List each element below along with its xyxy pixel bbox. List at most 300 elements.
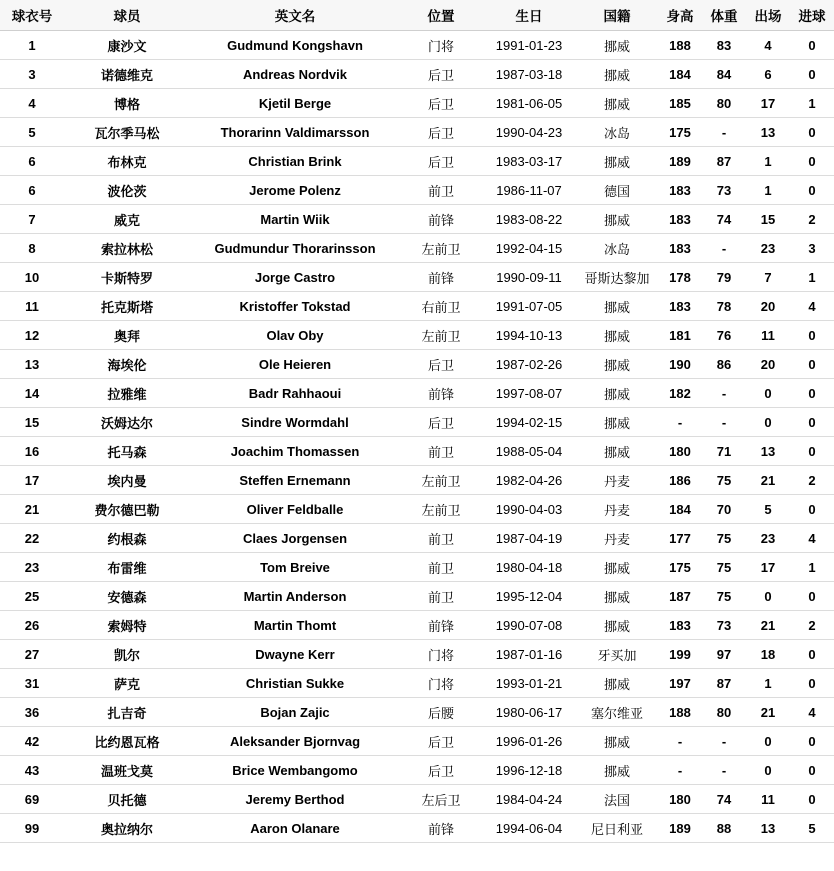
cell-english-name: Olav Oby [190,321,400,350]
cell-english-name: Jorge Castro [190,263,400,292]
table-row [0,785,834,814]
cell-position: 左前卫 [400,321,482,350]
cell-appearances: 7 [746,263,790,292]
cell-nationality: 挪威 [576,89,658,118]
cell-nationality: 德国 [576,176,658,205]
cell-position: 左后卫 [400,785,482,814]
cell-goals: 5 [790,814,834,843]
table-row [0,263,834,292]
table-row [0,698,834,727]
column-header-nationality: 国籍 [576,0,658,31]
cell-nationality: 挪威 [576,553,658,582]
cell-birthday: 1987-02-26 [482,350,576,379]
cell-appearances: 18 [746,640,790,669]
cell-player-name: 卡斯特罗 [64,263,190,292]
table-row [0,234,834,263]
cell-goals: 0 [790,408,834,437]
cell-position: 右前卫 [400,292,482,321]
cell-birthday: 1980-06-17 [482,698,576,727]
cell-player-name: 海埃伦 [64,350,190,379]
cell-number: 99 [0,814,64,843]
cell-player-name: 托克斯塔 [64,292,190,321]
cell-weight: 79 [702,263,746,292]
cell-height: 183 [658,611,702,640]
cell-height: 184 [658,60,702,89]
cell-weight: 86 [702,350,746,379]
cell-appearances: 0 [746,408,790,437]
cell-height: 188 [658,698,702,727]
table-row [0,321,834,350]
cell-nationality: 塞尔维亚 [576,698,658,727]
cell-position: 左前卫 [400,234,482,263]
cell-english-name: Aaron Olanare [190,814,400,843]
cell-nationality: 丹麦 [576,524,658,553]
cell-nationality: 冰岛 [576,234,658,263]
cell-number: 27 [0,640,64,669]
cell-number: 13 [0,350,64,379]
cell-goals: 0 [790,147,834,176]
cell-position: 门将 [400,669,482,698]
cell-appearances: 0 [746,756,790,785]
cell-player-name: 布林克 [64,147,190,176]
cell-nationality: 丹麦 [576,495,658,524]
cell-nationality: 法国 [576,785,658,814]
cell-position: 后卫 [400,147,482,176]
cell-english-name: Andreas Nordvik [190,60,400,89]
column-header-height: 身高 [658,0,702,31]
table-row [0,176,834,205]
column-header-english-name: 英文名 [190,0,400,31]
cell-weight: 97 [702,640,746,669]
cell-english-name: Jerome Polenz [190,176,400,205]
cell-number: 21 [0,495,64,524]
cell-weight: 80 [702,698,746,727]
cell-english-name: Claes Jorgensen [190,524,400,553]
column-header-goals: 进球 [790,0,834,31]
cell-appearances: 4 [746,31,790,60]
cell-number: 22 [0,524,64,553]
cell-appearances: 17 [746,89,790,118]
cell-goals: 1 [790,553,834,582]
table-row [0,379,834,408]
table-row [0,727,834,756]
cell-goals: 0 [790,727,834,756]
cell-nationality: 挪威 [576,611,658,640]
table-row [0,408,834,437]
cell-goals: 0 [790,756,834,785]
cell-appearances: 6 [746,60,790,89]
cell-position: 前锋 [400,263,482,292]
column-header-appearances: 出场 [746,0,790,31]
cell-birthday: 1992-04-15 [482,234,576,263]
cell-height: 188 [658,31,702,60]
cell-height: - [658,408,702,437]
cell-birthday: 1993-01-21 [482,669,576,698]
cell-birthday: 1996-01-26 [482,727,576,756]
cell-height: 180 [658,785,702,814]
cell-birthday: 1990-07-08 [482,611,576,640]
cell-position: 门将 [400,31,482,60]
cell-goals: 0 [790,31,834,60]
cell-height: 178 [658,263,702,292]
table-row [0,524,834,553]
cell-weight: 84 [702,60,746,89]
cell-birthday: 1982-04-26 [482,466,576,495]
cell-nationality: 挪威 [576,147,658,176]
cell-weight: - [702,118,746,147]
cell-goals: 1 [790,263,834,292]
cell-weight: 71 [702,437,746,466]
cell-number: 69 [0,785,64,814]
cell-number: 6 [0,176,64,205]
cell-position: 后腰 [400,698,482,727]
cell-position: 后卫 [400,408,482,437]
cell-english-name: Oliver Feldballe [190,495,400,524]
cell-number: 23 [0,553,64,582]
cell-goals: 3 [790,234,834,263]
cell-number: 31 [0,669,64,698]
cell-appearances: 13 [746,814,790,843]
cell-appearances: 0 [746,582,790,611]
cell-goals: 4 [790,698,834,727]
cell-number: 36 [0,698,64,727]
cell-appearances: 1 [746,669,790,698]
cell-nationality: 牙买加 [576,640,658,669]
cell-player-name: 威克 [64,205,190,234]
cell-player-name: 拉雅维 [64,379,190,408]
cell-nationality: 挪威 [576,205,658,234]
cell-birthday: 1990-04-23 [482,118,576,147]
cell-english-name: Kristoffer Tokstad [190,292,400,321]
cell-number: 16 [0,437,64,466]
cell-english-name: Aleksander Bjornvag [190,727,400,756]
cell-english-name: Martin Wiik [190,205,400,234]
cell-height: 185 [658,89,702,118]
cell-number: 3 [0,60,64,89]
cell-weight: 75 [702,553,746,582]
cell-english-name: Jeremy Berthod [190,785,400,814]
cell-position: 后卫 [400,350,482,379]
cell-birthday: 1984-04-24 [482,785,576,814]
cell-appearances: 23 [746,524,790,553]
cell-height: 175 [658,118,702,147]
cell-nationality: 挪威 [576,582,658,611]
cell-appearances: 13 [746,118,790,147]
cell-height: 182 [658,379,702,408]
cell-appearances: 1 [746,147,790,176]
cell-birthday: 1983-08-22 [482,205,576,234]
cell-player-name: 瓦尔季马松 [64,118,190,147]
cell-birthday: 1983-03-17 [482,147,576,176]
cell-goals: 4 [790,524,834,553]
table-row [0,89,834,118]
cell-goals: 0 [790,669,834,698]
cell-number: 10 [0,263,64,292]
cell-player-name: 奥拉纳尔 [64,814,190,843]
cell-english-name: Gudmundur Thorarinsson [190,234,400,263]
cell-position: 门将 [400,640,482,669]
cell-goals: 2 [790,205,834,234]
cell-player-name: 扎吉奇 [64,698,190,727]
cell-height: 184 [658,495,702,524]
cell-nationality: 挪威 [576,756,658,785]
column-header-player: 球员 [64,0,190,31]
cell-birthday: 1990-04-03 [482,495,576,524]
cell-position: 前卫 [400,553,482,582]
cell-number: 42 [0,727,64,756]
cell-birthday: 1981-06-05 [482,89,576,118]
cell-appearances: 21 [746,466,790,495]
cell-weight: 83 [702,31,746,60]
cell-position: 前卫 [400,176,482,205]
cell-nationality: 挪威 [576,379,658,408]
cell-english-name: Kjetil Berge [190,89,400,118]
table-body [0,31,834,843]
cell-appearances: 1 [746,176,790,205]
cell-appearances: 0 [746,727,790,756]
cell-appearances: 15 [746,205,790,234]
cell-position: 前卫 [400,437,482,466]
cell-position: 后卫 [400,118,482,147]
cell-english-name: Martin Thomt [190,611,400,640]
cell-player-name: 费尔德巴勒 [64,495,190,524]
cell-goals: 0 [790,379,834,408]
table-row [0,611,834,640]
table-row [0,60,834,89]
cell-player-name: 索姆特 [64,611,190,640]
cell-player-name: 诺德维克 [64,60,190,89]
cell-nationality: 挪威 [576,408,658,437]
cell-goals: 4 [790,292,834,321]
cell-nationality: 挪威 [576,31,658,60]
cell-nationality: 哥斯达黎加 [576,263,658,292]
cell-position: 前锋 [400,205,482,234]
cell-nationality: 挪威 [576,727,658,756]
cell-weight: 75 [702,582,746,611]
cell-player-name: 凯尔 [64,640,190,669]
cell-position: 左前卫 [400,495,482,524]
cell-number: 5 [0,118,64,147]
table-row [0,640,834,669]
cell-number: 43 [0,756,64,785]
cell-nationality: 挪威 [576,321,658,350]
cell-birthday: 1986-11-07 [482,176,576,205]
cell-birthday: 1994-10-13 [482,321,576,350]
cell-weight: - [702,727,746,756]
cell-nationality: 挪威 [576,669,658,698]
cell-weight: - [702,756,746,785]
cell-player-name: 约根森 [64,524,190,553]
cell-position: 后卫 [400,60,482,89]
table-row [0,31,834,60]
table-row [0,437,834,466]
cell-goals: 0 [790,640,834,669]
cell-height: 183 [658,205,702,234]
cell-weight: - [702,234,746,263]
cell-height: 181 [658,321,702,350]
cell-goals: 0 [790,785,834,814]
cell-position: 前锋 [400,814,482,843]
cell-english-name: Gudmund Kongshavn [190,31,400,60]
cell-nationality: 挪威 [576,437,658,466]
cell-height: 186 [658,466,702,495]
cell-player-name: 索拉林松 [64,234,190,263]
cell-birthday: 1988-05-04 [482,437,576,466]
table-row [0,553,834,582]
cell-appearances: 20 [746,292,790,321]
cell-height: 175 [658,553,702,582]
cell-appearances: 21 [746,611,790,640]
cell-number: 25 [0,582,64,611]
cell-player-name: 萨克 [64,669,190,698]
cell-nationality: 挪威 [576,292,658,321]
table-row [0,495,834,524]
cell-player-name: 埃内曼 [64,466,190,495]
cell-player-name: 波伦茨 [64,176,190,205]
cell-weight: 73 [702,611,746,640]
table-row [0,292,834,321]
cell-position: 后卫 [400,89,482,118]
cell-goals: 0 [790,350,834,379]
cell-position: 前锋 [400,611,482,640]
cell-number: 15 [0,408,64,437]
cell-height: 199 [658,640,702,669]
table-row [0,582,834,611]
cell-weight: 75 [702,466,746,495]
cell-english-name: Thorarinn Valdimarsson [190,118,400,147]
cell-english-name: Joachim Thomassen [190,437,400,466]
cell-birthday: 1987-01-16 [482,640,576,669]
cell-appearances: 23 [746,234,790,263]
cell-weight: 87 [702,147,746,176]
cell-player-name: 奥拜 [64,321,190,350]
cell-appearances: 13 [746,437,790,466]
cell-weight: 76 [702,321,746,350]
cell-height: 183 [658,234,702,263]
table-row [0,466,834,495]
cell-weight: 75 [702,524,746,553]
cell-nationality: 丹麦 [576,466,658,495]
cell-english-name: Martin Anderson [190,582,400,611]
cell-birthday: 1994-02-15 [482,408,576,437]
cell-player-name: 博格 [64,89,190,118]
cell-appearances: 21 [746,698,790,727]
cell-nationality: 挪威 [576,60,658,89]
table-row [0,205,834,234]
cell-goals: 1 [790,89,834,118]
cell-weight: 73 [702,176,746,205]
table-header [0,0,834,31]
column-header-position: 位置 [400,0,482,31]
cell-english-name: Brice Wembangomo [190,756,400,785]
table-row [0,147,834,176]
cell-player-name: 沃姆达尔 [64,408,190,437]
cell-birthday: 1994-06-04 [482,814,576,843]
cell-weight: 74 [702,205,746,234]
cell-number: 26 [0,611,64,640]
cell-english-name: Tom Breive [190,553,400,582]
cell-height: 180 [658,437,702,466]
cell-goals: 0 [790,118,834,147]
cell-number: 1 [0,31,64,60]
cell-english-name: Ole Heieren [190,350,400,379]
cell-birthday: 1987-03-18 [482,60,576,89]
column-header-weight: 体重 [702,0,746,31]
cell-position: 前卫 [400,524,482,553]
cell-height: 189 [658,147,702,176]
cell-player-name: 康沙文 [64,31,190,60]
cell-weight: 80 [702,89,746,118]
cell-appearances: 17 [746,553,790,582]
cell-english-name: Christian Brink [190,147,400,176]
table-row [0,814,834,843]
cell-player-name: 贝托德 [64,785,190,814]
table-row [0,350,834,379]
cell-number: 7 [0,205,64,234]
cell-goals: 0 [790,437,834,466]
cell-appearances: 20 [746,350,790,379]
cell-nationality: 冰岛 [576,118,658,147]
cell-height: 190 [658,350,702,379]
cell-birthday: 1980-04-18 [482,553,576,582]
cell-number: 11 [0,292,64,321]
cell-height: 197 [658,669,702,698]
cell-position: 后卫 [400,756,482,785]
cell-goals: 2 [790,466,834,495]
cell-number: 8 [0,234,64,263]
cell-number: 14 [0,379,64,408]
cell-player-name: 温班戈莫 [64,756,190,785]
table-row [0,669,834,698]
cell-weight: 74 [702,785,746,814]
cell-number: 6 [0,147,64,176]
cell-english-name: Bojan Zajic [190,698,400,727]
cell-player-name: 比约恩瓦格 [64,727,190,756]
cell-weight: 70 [702,495,746,524]
cell-goals: 0 [790,176,834,205]
cell-position: 前锋 [400,379,482,408]
cell-position: 后卫 [400,727,482,756]
column-header-birthday: 生日 [482,0,576,31]
cell-appearances: 11 [746,321,790,350]
cell-player-name: 托马森 [64,437,190,466]
cell-player-name: 安德森 [64,582,190,611]
cell-number: 17 [0,466,64,495]
cell-birthday: 1990-09-11 [482,263,576,292]
cell-height: - [658,756,702,785]
cell-height: 177 [658,524,702,553]
cell-nationality: 尼日利亚 [576,814,658,843]
cell-appearances: 0 [746,379,790,408]
cell-weight: 88 [702,814,746,843]
cell-goals: 2 [790,611,834,640]
cell-number: 12 [0,321,64,350]
column-header-number: 球衣号 [0,0,64,31]
cell-goals: 0 [790,582,834,611]
cell-weight: 78 [702,292,746,321]
cell-birthday: 1997-08-07 [482,379,576,408]
cell-english-name: Christian Sukke [190,669,400,698]
cell-weight: - [702,379,746,408]
cell-english-name: Sindre Wormdahl [190,408,400,437]
header-row [0,0,834,31]
cell-english-name: Steffen Ernemann [190,466,400,495]
table-row [0,756,834,785]
cell-birthday: 1987-04-19 [482,524,576,553]
cell-goals: 0 [790,321,834,350]
cell-appearances: 11 [746,785,790,814]
cell-birthday: 1995-12-04 [482,582,576,611]
